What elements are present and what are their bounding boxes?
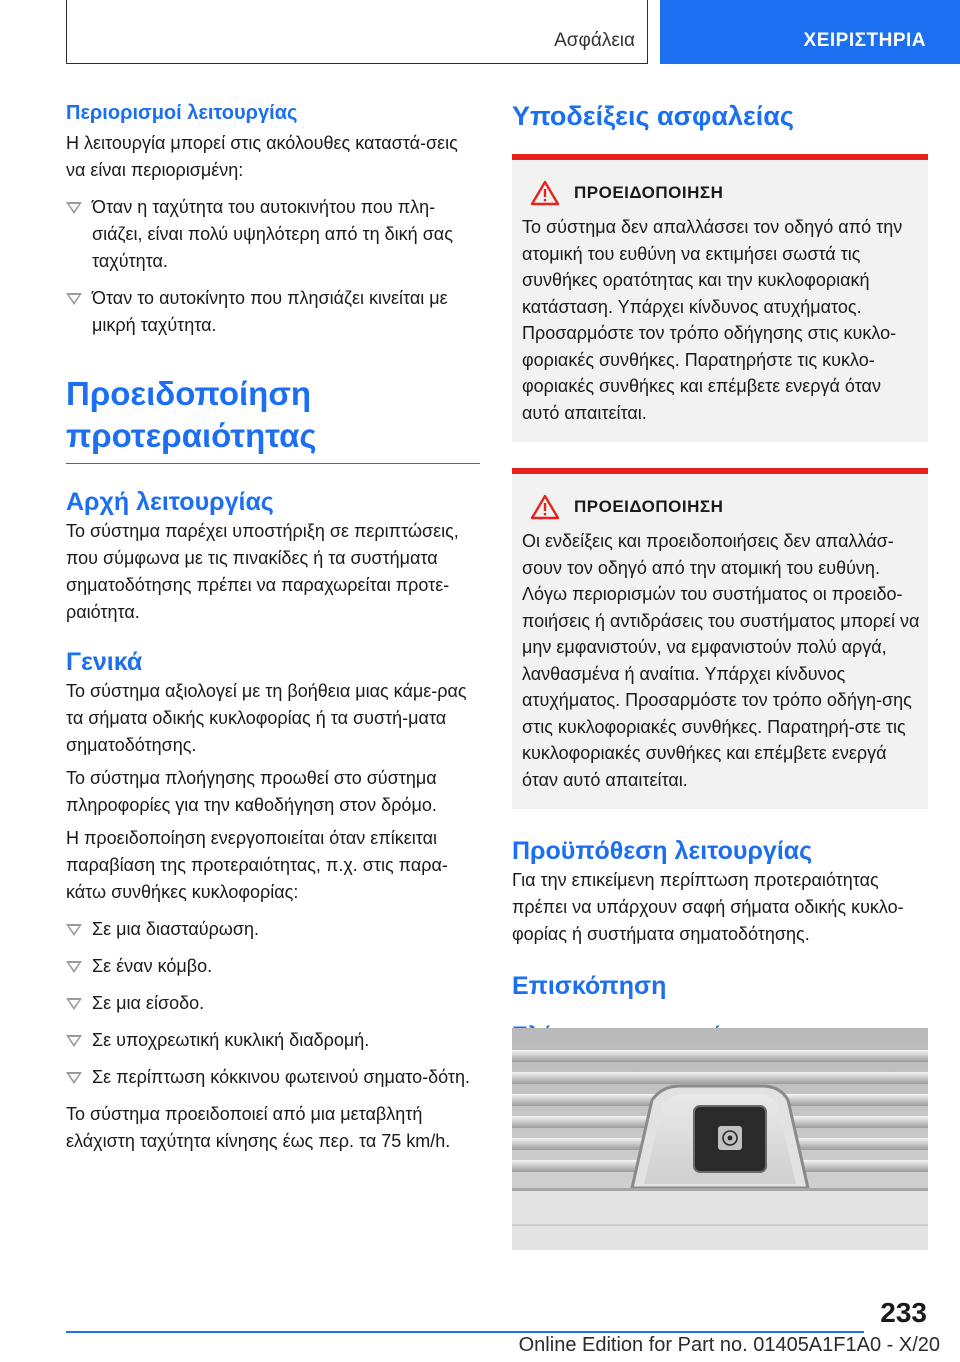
limits-heading: Περιορισμοί λειτουργίας: [66, 102, 298, 124]
warning-text: Οι ενδείξεις και προειδοποιήσεις δεν απαλλάσ-σουν τον οδηγό από την ατομική του ευθύνη. Λόγω περιορισμών του συστήματος οι προειδο-ποιήσεις ή αντιδράσεις του συστήματος μπορεί να μην εμφανιστούν, να εμφανιστούν πολύ αργά, λανθασμένα ή αναίτια. Υπάρχει κίνδυνος ατυχήματος. Προσαρμόστε τον τρόπο οδήγη-σης στις κυκλοφοριακές συνθήκες. Παρατηρή-στε τις κυκλοφοριακές συνθήκες και επέμβετε ενεργά όταν αυτό απαιτείται.: [522, 531, 920, 790]
priority-title: Προειδοποίηση προτεραιότητας: [66, 375, 317, 454]
list-item: Σε υποχρεωτική κυκλική διαδρομή.: [66, 1027, 480, 1054]
list-item: Σε περίπτωση κόκκινου φωτεινού σηματο-δότη.: [66, 1064, 480, 1091]
safety-heading: Υποδείξεις ασφαλείας: [512, 101, 794, 131]
principle-heading: Αρχή λειτουργίας: [66, 488, 274, 516]
requirement-heading: Προϋπόθεση λειτουργίας: [512, 837, 813, 865]
limits-intro: Η λειτουργία μπορεί στις ακόλουθες καταστά-σεις να είναι περιορισμένη:: [66, 133, 458, 180]
list-item: Όταν το αυτοκίνητο που πλησιάζει κινείται με μικρή ταχύτητα.: [66, 285, 480, 339]
car-button-photo: [512, 1028, 928, 1250]
general-paragraph-2: Το σύστημα πλοήγησης προωθεί στο σύστημα πληροφορίες για την καθοδήγηση στον δρόμο.: [66, 768, 437, 815]
requirement-text: Για την επικείμενη περίπτωση προτεραιότητας πρέπει να υπάρχουν σαφή σήματα οδικής κυκλο-φορίας ή συστήματα σηματοδότησης.: [512, 870, 904, 944]
warning-box: [512, 154, 928, 442]
general-paragraph-3: Η προειδοποίηση ενεργοποιείται όταν επίκειται παραβίαση της προτεραιότητας, π.χ. στις παρα-κάτω συνθήκες κυκλοφορίας:: [66, 828, 448, 902]
limits-list: [66, 194, 480, 339]
left-column: [66, 100, 480, 1161]
general-paragraph-4: Το σύστημα προειδοποιεί από μια μεταβλητή ελάχιστη ταχύτητα κίνησης έως περ. τα 75 km/h.: [66, 1104, 451, 1151]
warning-triangle-icon: [530, 494, 560, 520]
triangle-bullet-icon: [66, 293, 82, 305]
warning-triangle-icon: [530, 180, 560, 206]
right-column: [512, 100, 928, 1052]
edition-line: Online Edition for Part no. 01405A1F1A0 - X/20: [518, 1334, 940, 1356]
header-chapter-tab: [660, 0, 960, 64]
list-item: Σε έναν κόμβο.: [66, 953, 480, 980]
dashboard-vent-illustration: [512, 1028, 928, 1250]
warning-box: [512, 468, 928, 809]
list-item: Όταν η ταχύτητα του αυτοκινήτου που πλη-σιάζει, είναι πολύ υψηλότερη από τη δική σας ταχύτητα.: [66, 194, 480, 275]
principle-text: Το σύστημα παρέχει υποστήριξη σε περιπτώσεις, που σύμφωνα με τις πινακίδες ή τα συστήματα σηματοδότησης πρέπει να παραχωρείται προτε-ραιότητα.: [66, 521, 459, 622]
section-title: Ασφάλεια: [554, 30, 635, 51]
triangle-bullet-icon: [66, 924, 82, 936]
triangle-bullet-icon: [66, 1035, 82, 1047]
warning-title: ΠΡΟΕΙΔΟΠΟΙΗΣΗ: [574, 183, 724, 202]
general-heading: Γενικά: [66, 648, 143, 676]
list-item: Σε μια είσοδο.: [66, 990, 480, 1017]
footer-divider: [66, 1331, 864, 1333]
situations-list: [66, 916, 480, 1091]
list-item: Σε μια διασταύρωση.: [66, 916, 480, 943]
warning-title: ΠΡΟΕΙΔΟΠΟΙΗΣΗ: [574, 497, 724, 516]
warning-text: Το σύστημα δεν απαλλάσσει τον οδηγό από την ατομική του ευθύνη να εκτιμήσει σωστά τις συνθήκες ορατότητας και την κυκλοφοριακή κατάσταση. Υπάρχει κίνδυνος ατυχήματος. Προσαρμόστε τον τρόπο οδήγησης στις κυκλο-φοριακές συνθήκες. Παρατηρήστε τις κυκλο-φοριακές συνθήκες και επέμβετε ενεργά όταν αυτό απαιτείται.: [522, 217, 903, 423]
page-number: 233: [880, 1297, 927, 1328]
triangle-bullet-icon: [66, 1072, 82, 1084]
chapter-title: ΧΕΙΡΙΣΤΗΡΙΑ: [803, 30, 926, 51]
triangle-bullet-icon: [66, 961, 82, 973]
priority-title-block: [66, 373, 480, 464]
triangle-bullet-icon: [66, 998, 82, 1010]
general-paragraph-1: Το σύστημα αξιολογεί με τη βοήθεια μιας κάμε-ρας τα σήματα οδικής κυκλοφορίας ή τα συστή-ματα σηματοδότησης.: [66, 681, 467, 755]
triangle-bullet-icon: [66, 202, 82, 214]
header-section-tab: [66, 0, 648, 64]
overview-heading: Επισκόπηση: [512, 972, 667, 1000]
